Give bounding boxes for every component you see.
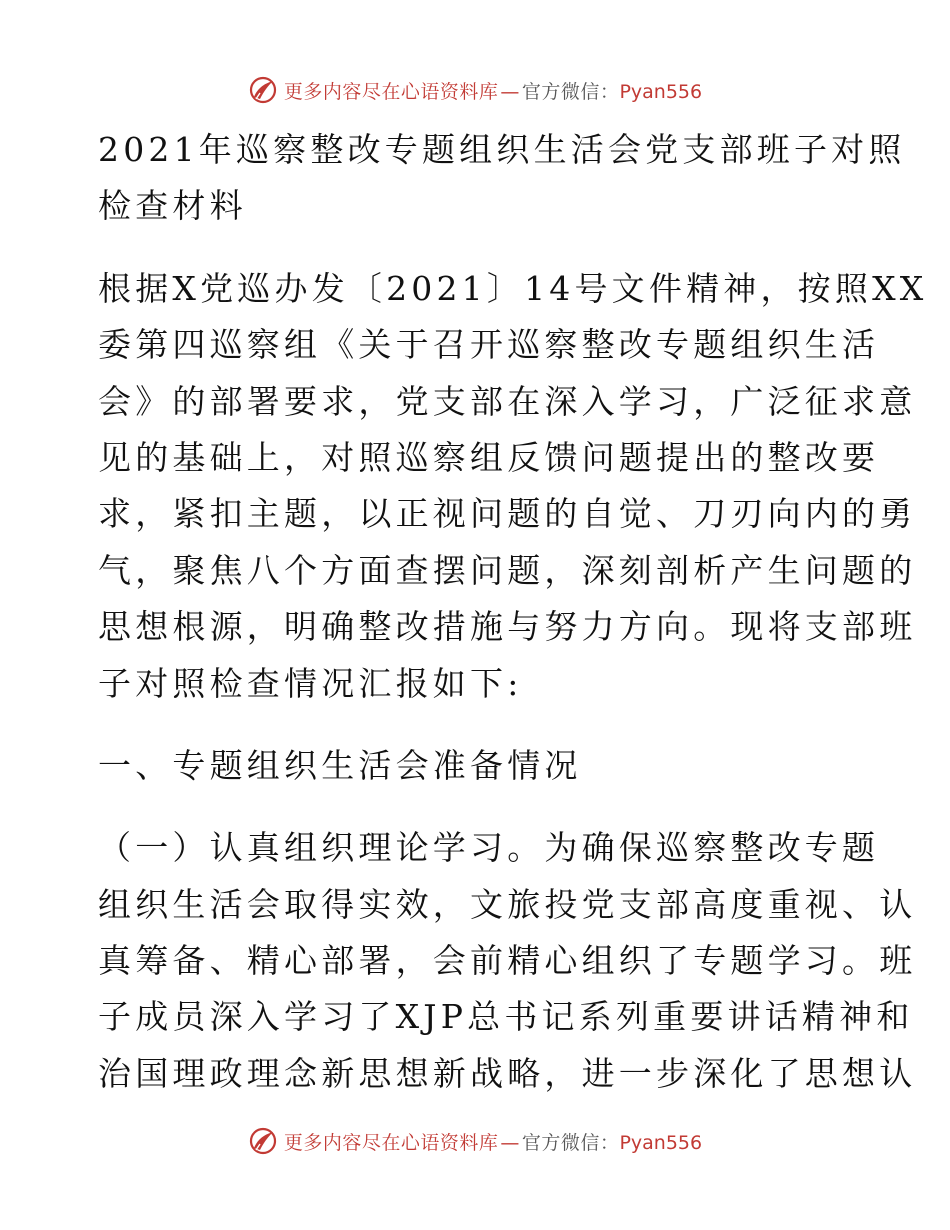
watermark-label: 官方微信： bbox=[521, 1131, 620, 1154]
watermark-text: 更多内容尽在心语资料库 bbox=[283, 80, 499, 103]
subsection-paragraph-line: 真筹备、精心部署，会前精心组织了专题学习。班 bbox=[98, 941, 917, 981]
intro-paragraph-line: 思想根源，明确整改措施与努力方向。现将支部班 bbox=[98, 607, 917, 647]
section-heading: 一、专题组织生活会准备情况 bbox=[98, 745, 582, 785]
watermark-wechat-id: Pyan556 bbox=[619, 1131, 703, 1154]
subsection-paragraph-line: 治国理政理念新思想新战略，进一步深化了思想认 bbox=[98, 1053, 917, 1093]
intro-paragraph-line: 求，紧扣主题，以正视问题的自觉、刀刃向内的勇 bbox=[98, 494, 917, 534]
intro-paragraph-line: 会》的部署要求，党支部在深入学习，广泛征求意 bbox=[98, 381, 917, 421]
intro-paragraph-line: 委第四巡察组《关于召开巡察整改专题组织生活 bbox=[98, 325, 880, 365]
watermark-bottom bbox=[0, 1121, 950, 1161]
document-title-line: 2021年巡察整改专题组织生活会党支部班子对照 bbox=[98, 130, 906, 169]
watermark-separator: — bbox=[500, 1131, 520, 1154]
document-body bbox=[98, 122, 928, 1102]
intro-paragraph-line: 气，聚焦八个方面查摆问题，深刻剖析产生问题的 bbox=[98, 550, 917, 590]
watermark-label: 官方微信： bbox=[521, 80, 620, 103]
subsection-paragraph-line: （一）认真组织理论学习。为确保巡察整改专题 bbox=[98, 828, 880, 868]
paragraph-gap bbox=[98, 235, 858, 261]
watermark-top bbox=[0, 70, 950, 110]
intro-paragraph-line: 见的基础上，对照巡察组反馈问题提出的整改要 bbox=[98, 437, 880, 477]
intro-paragraph-line: 根据X党巡办发〔2021〕14号文件精神，按照XX bbox=[98, 268, 928, 308]
subsection-paragraph-line: 组织生活会取得实效，文旅投党支部高度重视、认 bbox=[98, 884, 917, 924]
document-title-line: 检查材料 bbox=[98, 186, 247, 226]
brand-logo-icon bbox=[248, 1126, 278, 1156]
watermark-text: 更多内容尽在心语资料库 bbox=[283, 1131, 499, 1154]
paragraph-gap bbox=[98, 794, 858, 820]
paragraph-gap bbox=[98, 712, 858, 738]
watermark-separator: — bbox=[500, 80, 520, 103]
watermark-wechat-id: Pyan556 bbox=[619, 80, 703, 103]
brand-logo-icon bbox=[248, 75, 278, 105]
intro-paragraph-line: 子对照检查情况汇报如下: bbox=[98, 663, 523, 703]
subsection-paragraph-line: 子成员深入学习了XJP总书记系列重要讲话精神和 bbox=[98, 997, 914, 1037]
